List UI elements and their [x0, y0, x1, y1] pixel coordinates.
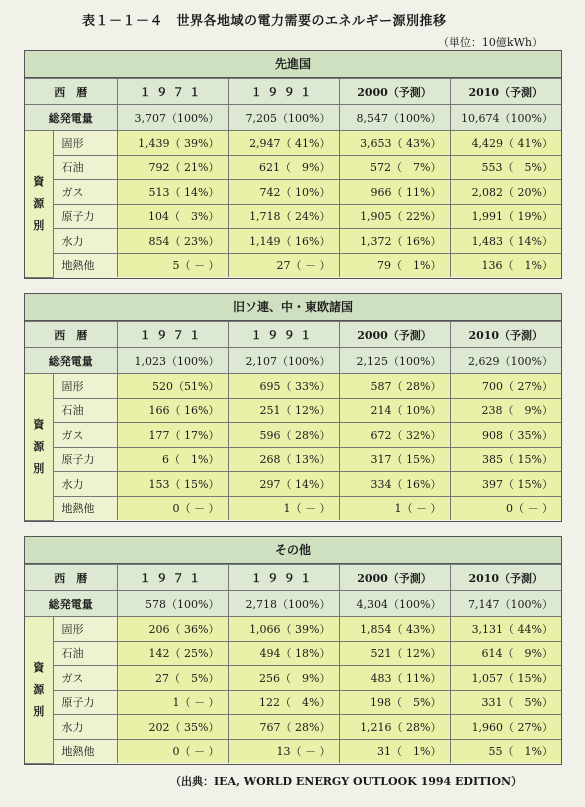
source-name: 原子力: [53, 204, 117, 229]
value-cell: 1,439（ 39%）: [117, 131, 228, 156]
value-cell: 1,854（ 43%）: [339, 617, 450, 642]
table-row: [25, 447, 561, 472]
total-cell: 578（100%）: [117, 591, 228, 617]
value-cell: 2,947（ 41%）: [228, 131, 339, 156]
source-label-char: 別: [33, 461, 45, 475]
value-cell: 614（ 9%）: [450, 641, 561, 666]
source-label-char: 資: [33, 174, 45, 188]
total-label: 総発電量: [25, 105, 117, 131]
value-cell: 297（ 14%）: [228, 472, 339, 497]
year-label: 西 暦: [25, 79, 117, 105]
total-label: 総発電量: [25, 348, 117, 374]
table-row: [25, 641, 561, 666]
year-header: 2010（予測）: [450, 322, 561, 348]
source-name: 石油: [53, 641, 117, 666]
source-category-label: [25, 131, 53, 278]
source-name: ガス: [53, 666, 117, 691]
source-name: ガス: [53, 423, 117, 448]
value-cell: 792（ 21%）: [117, 155, 228, 180]
value-cell: 1,149（ 16%）: [228, 229, 339, 254]
value-cell: 238（ 9%）: [450, 398, 561, 423]
year-header: １９７１: [117, 322, 228, 348]
value-cell: 908（ 35%）: [450, 423, 561, 448]
source-name: 原子力: [53, 690, 117, 715]
year-header: １９９１: [228, 79, 339, 105]
value-cell: 334（ 16%）: [339, 472, 450, 497]
year-header: １９７１: [117, 565, 228, 591]
value-cell: 483（ 11%）: [339, 666, 450, 691]
value-cell: 621（ 9%）: [228, 155, 339, 180]
source-name: 地熱他: [53, 253, 117, 277]
source-citation: （出典：IEA, WORLD ENERGY OUTLOOK 1994 EDITION）: [170, 775, 523, 788]
table-row: [25, 617, 561, 642]
value-cell: 494（ 18%）: [228, 641, 339, 666]
value-cell: 1,057（ 15%）: [450, 666, 561, 691]
value-cell: 1,216（ 28%）: [339, 715, 450, 740]
value-cell: 55（ 1%）: [450, 739, 561, 763]
region-table: [24, 50, 562, 279]
value-cell: 5（ － ）: [117, 253, 228, 277]
value-cell: 3,653（ 43%）: [339, 131, 450, 156]
value-cell: 268（ 13%）: [228, 447, 339, 472]
value-cell: 79（ 1%）: [339, 253, 450, 277]
value-cell: 27（ 5%）: [117, 666, 228, 691]
value-cell: 27（ － ）: [228, 253, 339, 277]
total-cell: 1,023（100%）: [117, 348, 228, 374]
total-label: 総発電量: [25, 591, 117, 617]
value-cell: 198（ 5%）: [339, 690, 450, 715]
total-cell: 2,125（100%）: [339, 348, 450, 374]
total-cell: 2,718（100%）: [228, 591, 339, 617]
value-cell: 202（ 35%）: [117, 715, 228, 740]
year-header: 2010（予測）: [450, 79, 561, 105]
source-category-label: [25, 617, 53, 764]
value-cell: 104（ 3%）: [117, 204, 228, 229]
total-cell: 8,547（100%）: [339, 105, 450, 131]
value-cell: 6（ 1%）: [117, 447, 228, 472]
table-row: [25, 180, 561, 205]
value-cell: 214（ 10%）: [339, 398, 450, 423]
table-row: [25, 398, 561, 423]
value-cell: 1,991（ 19%）: [450, 204, 561, 229]
value-cell: 854（ 23%）: [117, 229, 228, 254]
table-row: [25, 204, 561, 229]
value-cell: 742（ 10%）: [228, 180, 339, 205]
source-label-char: 別: [33, 218, 45, 232]
value-cell: 1,718（ 24%）: [228, 204, 339, 229]
value-cell: 2,082（ 20%）: [450, 180, 561, 205]
year-header: １９９１: [228, 322, 339, 348]
value-cell: 767（ 28%）: [228, 715, 339, 740]
value-cell: 13（ － ）: [228, 739, 339, 763]
value-cell: 153（ 15%）: [117, 472, 228, 497]
table-row: [25, 472, 561, 497]
value-cell: 385（ 15%）: [450, 447, 561, 472]
total-cell: 4,304（100%）: [339, 591, 450, 617]
data-table: [25, 78, 561, 278]
source-name: 原子力: [53, 447, 117, 472]
value-cell: 142（ 25%）: [117, 641, 228, 666]
total-cell: 7,205（100%）: [228, 105, 339, 131]
year-header: 2000（予測）: [339, 79, 450, 105]
value-cell: 1,066（ 39%）: [228, 617, 339, 642]
value-cell: 520（51%）: [117, 374, 228, 399]
source-name: 水力: [53, 472, 117, 497]
value-cell: 136（ 1%）: [450, 253, 561, 277]
source-label-char: 資: [33, 417, 45, 431]
table-row: [25, 496, 561, 520]
source-name: 石油: [53, 398, 117, 423]
value-cell: 587（ 28%）: [339, 374, 450, 399]
table-row: [25, 374, 561, 399]
value-cell: 122（ 4%）: [228, 690, 339, 715]
year-header: 2010（予測）: [450, 565, 561, 591]
table-row: [25, 155, 561, 180]
year-header: 2000（予測）: [339, 565, 450, 591]
region-name: 旧ソ連、中・東欧諸国: [25, 294, 561, 321]
value-cell: 1,483（ 14%）: [450, 229, 561, 254]
value-cell: 700（ 27%）: [450, 374, 561, 399]
total-cell: 7,147（100%）: [450, 591, 561, 617]
total-cell: 2,629（100%）: [450, 348, 561, 374]
source-name: 地熱他: [53, 739, 117, 763]
value-cell: 317（ 15%）: [339, 447, 450, 472]
region-table: [24, 293, 562, 522]
region-name: その他: [25, 537, 561, 564]
source-name: 地熱他: [53, 496, 117, 520]
value-cell: 0（ － ）: [450, 496, 561, 520]
source-label-char: 源: [33, 196, 45, 210]
year-header: １９７１: [117, 79, 228, 105]
data-table: [25, 321, 561, 521]
source-name: 水力: [53, 229, 117, 254]
table-row: [25, 229, 561, 254]
year-label: 西 暦: [25, 565, 117, 591]
total-cell: 10,674（100%）: [450, 105, 561, 131]
data-table: [25, 564, 561, 764]
source-category-label: [25, 374, 53, 521]
table-row: [25, 739, 561, 763]
value-cell: 1（ － ）: [339, 496, 450, 520]
year-header: １９９１: [228, 565, 339, 591]
value-cell: 672（ 32%）: [339, 423, 450, 448]
source-label-char: 源: [33, 682, 45, 696]
year-label: 西 暦: [25, 322, 117, 348]
page-title: 表１－１－４ 世界各地域の電力需要のエネルギー源別推移: [82, 14, 447, 29]
value-cell: 521（ 12%）: [339, 641, 450, 666]
value-cell: 3,131（ 44%）: [450, 617, 561, 642]
value-cell: 572（ 7%）: [339, 155, 450, 180]
value-cell: 1,905（ 22%）: [339, 204, 450, 229]
value-cell: 1（ － ）: [228, 496, 339, 520]
source-name: 石油: [53, 155, 117, 180]
table-row: [25, 253, 561, 277]
total-cell: 3,707（100%）: [117, 105, 228, 131]
table-row: [25, 131, 561, 156]
value-cell: 553（ 5%）: [450, 155, 561, 180]
value-cell: 0（ － ）: [117, 496, 228, 520]
value-cell: 966（ 11%）: [339, 180, 450, 205]
source-name: ガス: [53, 180, 117, 205]
value-cell: 166（ 16%）: [117, 398, 228, 423]
value-cell: 31（ 1%）: [339, 739, 450, 763]
value-cell: 1,960（ 27%）: [450, 715, 561, 740]
source-name: 固形: [53, 374, 117, 399]
source-label-char: 資: [33, 660, 45, 674]
value-cell: 1,372（ 16%）: [339, 229, 450, 254]
region-table: [24, 536, 562, 765]
total-cell: 2,107（100%）: [228, 348, 339, 374]
source-label-char: 源: [33, 439, 45, 453]
value-cell: 177（ 17%）: [117, 423, 228, 448]
value-cell: 256（ 9%）: [228, 666, 339, 691]
source-name: 水力: [53, 715, 117, 740]
region-name: 先進国: [25, 51, 561, 78]
source-label-char: 別: [33, 704, 45, 718]
value-cell: 4,429（ 41%）: [450, 131, 561, 156]
source-name: 固形: [53, 617, 117, 642]
value-cell: 206（ 36%）: [117, 617, 228, 642]
table-row: [25, 690, 561, 715]
value-cell: 251（ 12%）: [228, 398, 339, 423]
source-name: 固形: [53, 131, 117, 156]
table-row: [25, 666, 561, 691]
unit-label: （単位：10億kWh）: [437, 36, 543, 49]
value-cell: 397（ 15%）: [450, 472, 561, 497]
value-cell: 0（ － ）: [117, 739, 228, 763]
value-cell: 1（ － ）: [117, 690, 228, 715]
value-cell: 596（ 28%）: [228, 423, 339, 448]
value-cell: 331（ 5%）: [450, 690, 561, 715]
table-row: [25, 423, 561, 448]
value-cell: 695（ 33%）: [228, 374, 339, 399]
value-cell: 513（ 14%）: [117, 180, 228, 205]
table-row: [25, 715, 561, 740]
year-header: 2000（予測）: [339, 322, 450, 348]
